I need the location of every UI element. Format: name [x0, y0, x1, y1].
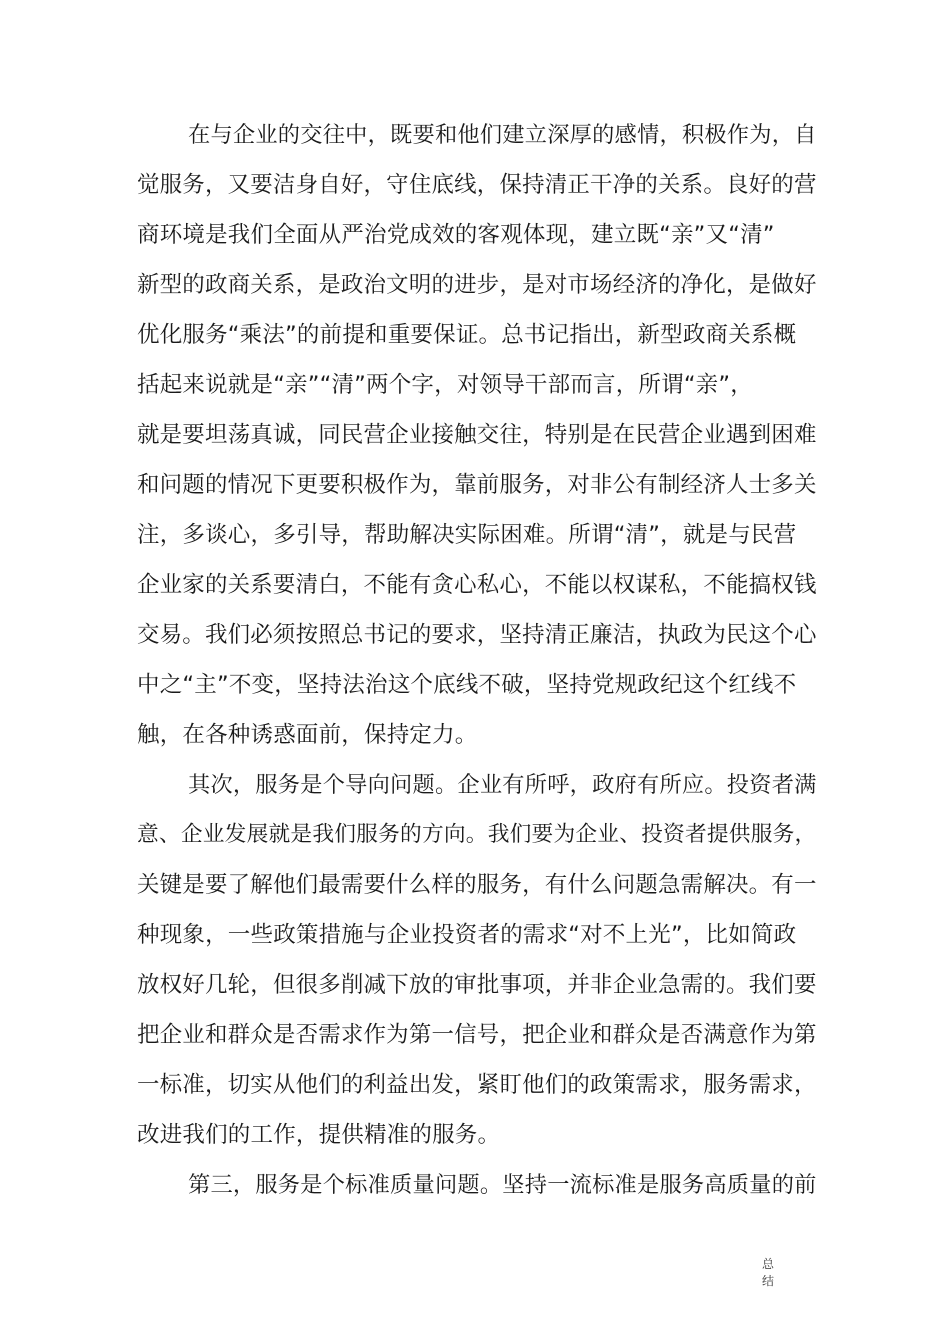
paragraph-2-line-6: 把企业和群众是否需求作为第一信号，把企业和群众是否满意作为第 — [137, 1022, 817, 1048]
paragraph-1-line-9: 注，多谈心，多引导，帮助解决实际困难。所谓“清”，就是与民营 — [137, 522, 797, 548]
paragraph-3-line-1: 第三，服务是个标准质量问题。坚持一流标准是服务高质量的前 — [188, 1172, 817, 1198]
paragraph-1-line-7: 就是要坦荡真诚，同民营企业接触交往，特别是在民营企业遇到困难 — [137, 422, 817, 448]
paragraph-1-line-10: 企业家的关系要清白，不能有贪心私心，不能以权谋私，不能搞权钱 — [137, 572, 817, 598]
paragraph-1-line-8: 和问题的情况下更要积极作为，靠前服务，对非公有制经济人士多关 — [137, 472, 817, 498]
paragraph-1-line-13: 触，在各种诱惑面前，保持定力。 — [137, 722, 478, 748]
paragraph-1-line-2: 觉服务，又要洁身自好，守住底线，保持清正干净的关系。良好的营 — [137, 172, 817, 198]
paragraph-2-line-7: 一标准，切实从他们的利益出发，紧盯他们的政策需求，服务需求， — [137, 1072, 817, 1098]
paragraph-2-line-1: 其次，服务是个导向问题。企业有所呼，政府有所应。投资者满 — [188, 772, 817, 798]
paragraph-2-line-8: 改进我们的工作，提供精准的服务。 — [137, 1122, 501, 1148]
paragraph-2-line-4: 种现象，一些政策措施与企业投资者的需求“对不上光”，比如简政 — [137, 922, 797, 948]
paragraph-1-line-6: 括起来说就是“亲”“清”两个字，对领导干部而言，所谓“亲”， — [137, 372, 753, 398]
paragraph-2-line-2: 意、企业发展就是我们服务的方向。我们要为企业、投资者提供服务， — [137, 822, 817, 847]
paragraph-1-line-4: 新型的政商关系，是政治文明的进步，是对市场经济的净化，是做好 — [137, 272, 817, 298]
footer-char-1: 总 — [761, 1257, 774, 1271]
paragraph-2-line-5: 放权好几轮，但很多削减下放的审批事项，并非企业急需的。我们要 — [137, 972, 817, 998]
footer-char-2: 结 — [761, 1274, 774, 1288]
paragraph-1-line-12: 中之“主”不变，坚持法治这个底线不破，坚持党规政纪这个红线不 — [137, 672, 797, 698]
paragraph-1-line-3: 商环境是我们全面从严治党成效的客观体现，建立既“亲”又“清” — [137, 222, 775, 248]
paragraph-1-line-1: 在与企业的交往中，既要和他们建立深厚的感情，积极作为，自 — [188, 122, 817, 148]
paragraph-2-line-3: 关键是要了解他们最需要什么样的服务，有什么问题急需解决。有一 — [137, 872, 817, 898]
paragraph-1-line-5: 优化服务“乘法”的前提和重要保证。总书记指出，新型政商关系概 — [137, 322, 797, 348]
paragraph-1-line-11: 交易。我们必须按照总书记的要求，坚持清正廉洁，执政为民这个心 — [137, 622, 817, 648]
